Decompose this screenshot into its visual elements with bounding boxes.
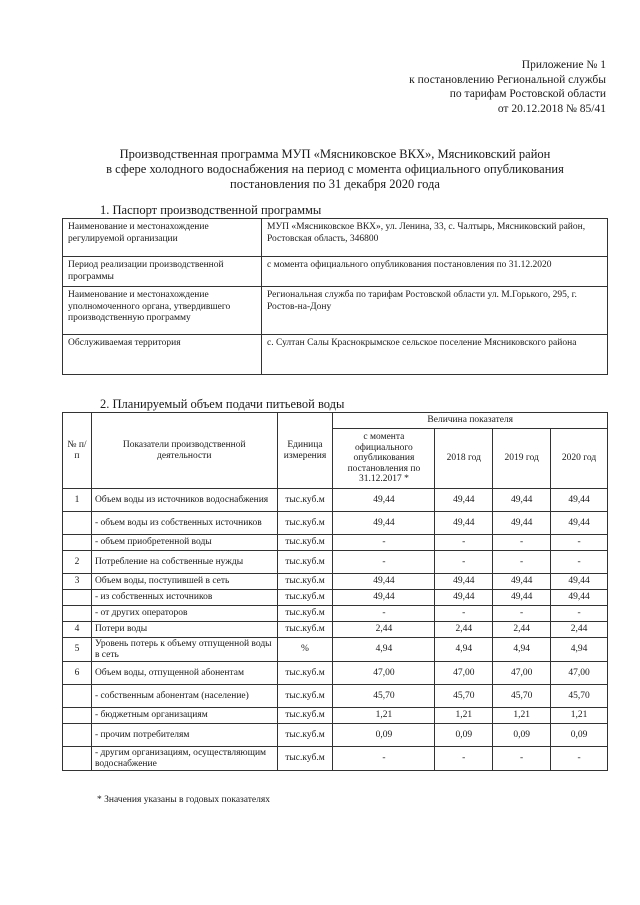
table-row [63,606,608,622]
row-value-2019: 49,44 [493,590,551,606]
row-indicator: Объем воды из источников водоснабжения [91,489,277,512]
row-value-2018: 4,94 [435,638,493,662]
row-unit: % [277,638,333,662]
table-row [63,590,608,606]
header-2020: 2020 год [551,429,608,489]
row-number: 4 [63,622,92,638]
passport-value: МУП «Мясниковское ВКХ», ул. Ленина, 33, с. Чалтырь, Мясниковский район, Ростовская область, 346800 [262,219,608,257]
row-indicator: Потери воды [91,622,277,638]
row-number [63,535,92,551]
section2-title: 2. Планируемый объем подачи питьевой воды [100,397,345,411]
row-value-period: 2,44 [333,622,435,638]
table-row [63,287,608,335]
row-value-2019: 45,70 [493,685,551,708]
row-value-period: 49,44 [333,489,435,512]
row-value-2019: - [493,606,551,622]
table-row [63,489,608,512]
row-value-2020: 4,94 [551,638,608,662]
row-unit: тыс.куб.м [277,489,333,512]
row-indicator: Объем воды, поступившей в сеть [91,574,277,590]
appendix-line: от 20.12.2018 № 85/41 [497,102,606,115]
passport-label: Период реализации производственной программы [63,257,262,287]
table-row [63,622,608,638]
title-line: постановления по 31 декабря 2020 года [230,177,440,191]
passport-table [62,218,608,375]
row-indicator: - объем приобретенной воды [91,535,277,551]
row-indicator: - собственным абонентам (население) [91,685,277,708]
row-unit: тыс.куб.м [277,662,333,685]
appendix-block [409,58,606,116]
row-value-2019: 49,44 [493,512,551,535]
row-value-2018: - [435,606,493,622]
table-row [63,685,608,708]
row-value-2020: 2,44 [551,622,608,638]
passport-label: Обслуживаемая территория [63,335,262,375]
table-row [63,708,608,724]
row-number [63,724,92,747]
row-value-2020: 47,00 [551,662,608,685]
appendix-line: к постановлению Региональной службы [409,73,606,86]
row-value-2019: 1,21 [493,708,551,724]
row-indicator: - прочим потребителям [91,724,277,747]
supply-table-body [63,489,608,771]
row-number: 1 [63,489,92,512]
table-row [63,535,608,551]
row-value-2018: 0,09 [435,724,493,747]
table-row [63,724,608,747]
row-value-2020: 49,44 [551,574,608,590]
row-value-2018: - [435,535,493,551]
table-row [63,747,608,771]
row-value-2020: 49,44 [551,489,608,512]
row-unit: тыс.куб.м [277,512,333,535]
row-value-2020: 1,21 [551,708,608,724]
row-value-period: - [333,551,435,574]
header-num: № п/п [63,413,92,489]
row-indicator: - бюджетным организациям [91,708,277,724]
row-value-2020: - [551,551,608,574]
header-row [63,413,608,429]
header-2018: 2018 год [435,429,493,489]
row-value-period: 4,94 [333,638,435,662]
row-value-period: 0,09 [333,724,435,747]
table-row [63,335,608,375]
row-value-2019: 4,94 [493,638,551,662]
appendix-line: по тарифам Ростовской области [449,88,606,100]
table-row [63,662,608,685]
row-value-2020: - [551,747,608,771]
row-value-2020: - [551,606,608,622]
passport-value: с. Султан Салы Краснокрымское сельское поселение Мясниковского района [262,335,608,375]
header-indicator: Показатели производственной деятельности [91,413,277,489]
row-value-period: 49,44 [333,590,435,606]
row-unit: тыс.куб.м [277,551,333,574]
row-value-period: 49,44 [333,512,435,535]
supply-table [62,412,608,771]
row-unit: тыс.куб.м [277,685,333,708]
section1-title: 1. Паспорт производственной программы [100,203,322,217]
row-value-2019: 47,00 [493,662,551,685]
row-unit: тыс.куб.м [277,747,333,771]
row-value-2018: 49,44 [435,489,493,512]
row-number: 5 [63,638,92,662]
row-value-period: 49,44 [333,574,435,590]
footnote: * Значения указаны в годовых показателях [97,795,271,805]
row-unit: тыс.куб.м [277,708,333,724]
row-value-2018: - [435,747,493,771]
header-value-group: Величина показателя [333,413,608,429]
row-indicator: - от других операторов [91,606,277,622]
table-row [63,638,608,662]
row-value-2018: 47,00 [435,662,493,685]
row-unit: тыс.куб.м [277,590,333,606]
appendix-line: Приложение № 1 [521,59,606,71]
row-value-period: 45,70 [333,685,435,708]
row-value-2019: - [493,535,551,551]
row-unit: тыс.куб.м [277,574,333,590]
row-value-2020: 49,44 [551,512,608,535]
row-value-period: 1,21 [333,708,435,724]
row-value-2018: - [435,551,493,574]
passport-label: Наименование и местонахождение регулируемой организации [63,219,262,257]
row-value-period: - [333,606,435,622]
header-period: с момента официального опубликования постановления по 31.12.2017 * [333,429,435,489]
passport-label: Наименование и местонахождение уполномоченного органа, утвердившего производственную программу [63,287,262,335]
row-indicator: - из собственных источников [91,590,277,606]
row-number: 2 [63,551,92,574]
row-unit: тыс.куб.м [277,724,333,747]
row-value-2019: - [493,551,551,574]
row-value-period: - [333,535,435,551]
row-value-2019: 49,44 [493,574,551,590]
row-value-period: 47,00 [333,662,435,685]
row-value-2019: 0,09 [493,724,551,747]
row-value-2020: - [551,535,608,551]
row-value-2018: 2,44 [435,622,493,638]
row-value-2019: 2,44 [493,622,551,638]
row-indicator: Потребление на собственные нужды [91,551,277,574]
row-value-2018: 45,70 [435,685,493,708]
table-row [63,574,608,590]
row-number [63,747,92,771]
row-number: 3 [63,574,92,590]
title-line: в сфере холодного водоснабжения на период с момента официального опубликования [106,162,564,176]
row-indicator: Уровень потерь к объему отпущенной воды в сеть [91,638,277,662]
table-row [63,257,608,287]
row-number [63,590,92,606]
row-number [63,685,92,708]
row-value-2020: 0,09 [551,724,608,747]
row-number [63,606,92,622]
header-unit: Единица измерения [277,413,333,489]
document-title [70,147,600,192]
table-row [63,512,608,535]
row-value-2020: 45,70 [551,685,608,708]
row-value-2018: 49,44 [435,512,493,535]
row-indicator: - объем воды из собственных источников [91,512,277,535]
row-number: 6 [63,662,92,685]
table-row [63,219,608,257]
passport-value: с момента официального опубликования постановления по 31.12.2020 [262,257,608,287]
row-indicator: Объем воды, отпущенной абонентам [91,662,277,685]
header-2019: 2019 год [493,429,551,489]
row-unit: тыс.куб.м [277,535,333,551]
row-value-2019: 49,44 [493,489,551,512]
title-line: Производственная программа МУП «Мясниковское ВКХ», Мясниковский район [119,147,551,161]
row-value-period: - [333,747,435,771]
row-value-2018: 1,21 [435,708,493,724]
row-value-2019: - [493,747,551,771]
row-indicator: - другим организациям, осуществляющим водоснабжение [91,747,277,771]
row-value-2018: 49,44 [435,574,493,590]
passport-value: Региональная служба по тарифам Ростовской области ул. М.Горького, 295, г. Ростов-на-Дону [262,287,608,335]
table-row [63,551,608,574]
row-unit: тыс.куб.м [277,606,333,622]
row-unit: тыс.куб.м [277,622,333,638]
row-value-2020: 49,44 [551,590,608,606]
row-value-2018: 49,44 [435,590,493,606]
row-number [63,708,92,724]
row-number [63,512,92,535]
